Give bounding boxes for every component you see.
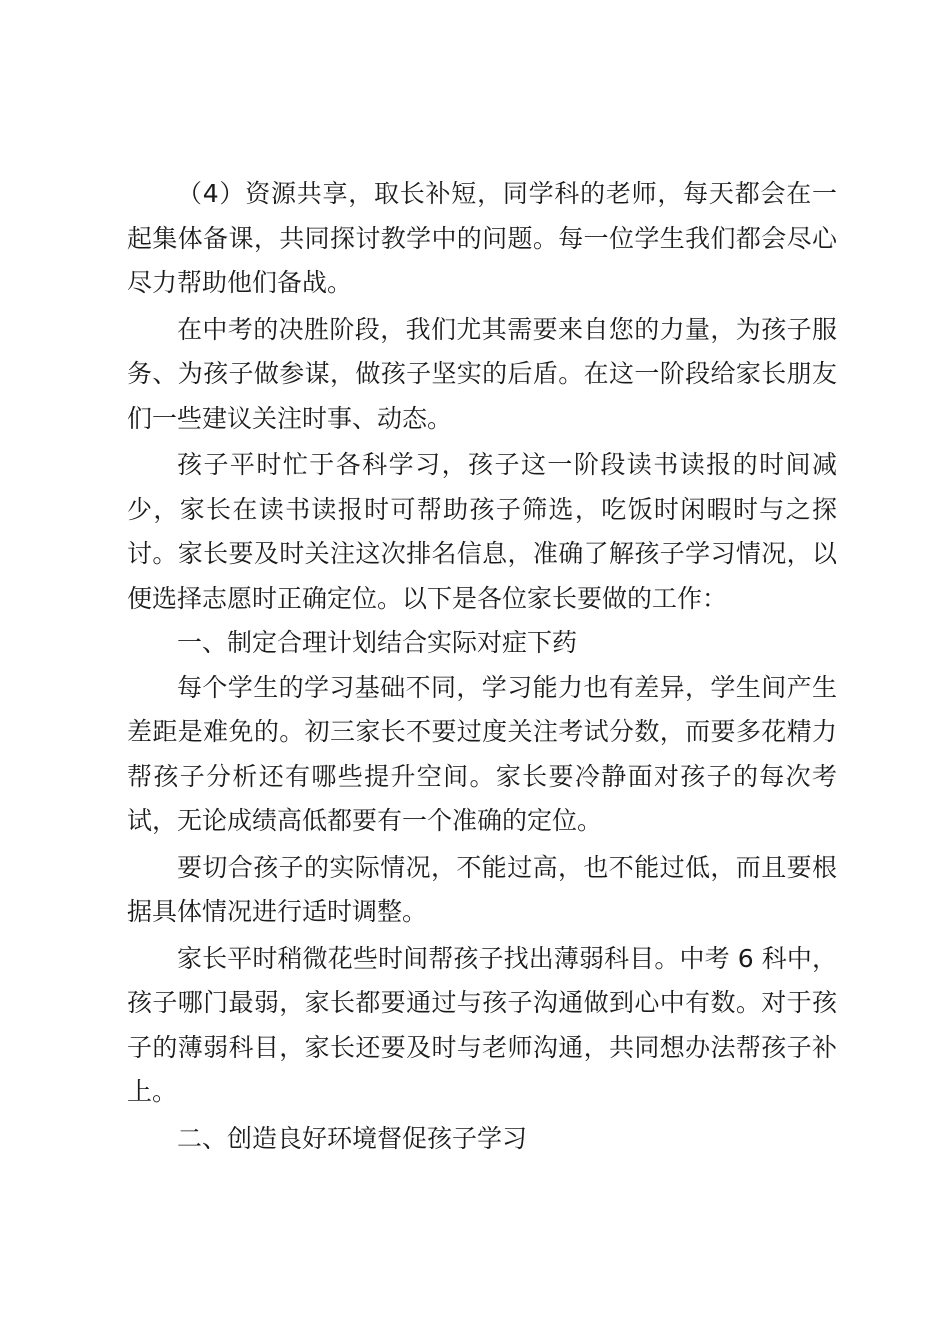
section-heading-2: 二、创造良好环境督促孩子学习 bbox=[177, 1123, 528, 1153]
document-body bbox=[127, 172, 837, 1161]
paragraph-adjust-plan: 要切合孩子的实际情况，不能过高，也不能过低，而且要根据具体情况进行适时调整。 bbox=[127, 852, 837, 926]
paragraph-learning-basis: 每个学生的学习基础不同，学习能力也有差异，学生间产生差距是难免的。初三家长不要过度关注考试分数，而要多花精力帮孩子分析还有哪些提升空间。家长要冷静面对孩子的每次考试，无论成绩高低都要有一个准确的定位。 bbox=[127, 672, 837, 835]
paragraph-resource-sharing: （4）资源共享，取长补短，同学科的老师，每天都会在一起集体备课，共同探讨教学中的问题。每一位学生我们都会尽心尽力帮助他们备战。 bbox=[127, 179, 837, 297]
section-heading-1: 一、制定合理计划结合实际对症下药 bbox=[177, 628, 578, 657]
paragraph-weak-subjects: 家长平时稍微花些时间帮孩子找出薄弱科目。中考 6 科中，孩子哪门最弱，家长都要通过与孩子沟通做到心中有数。对于孩子的薄弱科目，家长还要及时与老师沟通，共同想办法帮孩子补上。 bbox=[127, 943, 837, 1106]
paragraph-decisive-stage: 在中考的决胜阶段，我们尤其需要来自您的力量，为孩子服务、为孩子做参谋，做孩子坚实的后盾。在这一阶段给家长朋友们一些建议关注时事、动态。 bbox=[127, 314, 837, 433]
paragraph-parent-work: 孩子平时忙于各科学习，孩子这一阶段读书读报的时间减少，家长在读书读报时可帮助孩子筛选，吃饭时闲暇时与之探讨。家长要及时关注这次排名信息，准确了解孩子学习情况，以便选择志愿时正确定位。以下是各位家长要做的工作： bbox=[127, 450, 837, 613]
